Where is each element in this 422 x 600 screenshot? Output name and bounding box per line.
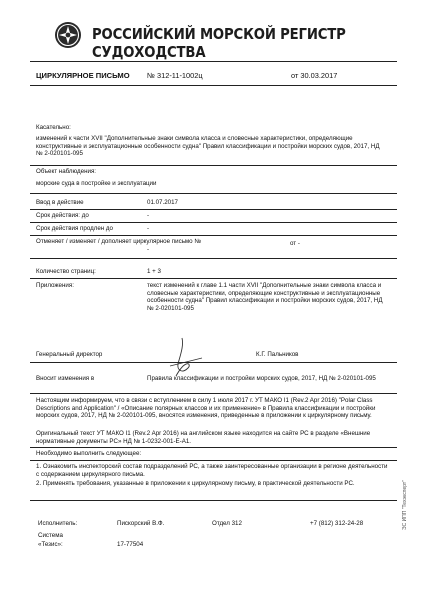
- executor-phone: +7 (812) 312-24-28: [310, 520, 364, 527]
- field-value-amends-date: от -: [290, 240, 300, 247]
- document-number: № 312-11-1002ц: [147, 71, 203, 80]
- field-label-effective: Ввод в действие: [36, 199, 84, 206]
- divider: [30, 362, 397, 363]
- concerning-text: изменений к части XVII "Дополнительные знаки символа класса и словесные характеристики, определяющие конструктивные и эксплуатационные особенности судна" Правил классификации и постройки морских судов, 2017, НД № 2-020101-095: [36, 135, 380, 158]
- body-paragraph-1: Настоящим информируем, что в связи с вступлением в силу 1 июля 2017 г. УТ МАКО I1 (Rev.2 Apr 2016) "Polar Class Descriptions and Application" / «Описание полярных классов и их применение» в Правила классификации и постройки морских судов, 2017, НД № 2-020101-095, вносятся изменения, приведенные в приложении к циркулярному письму.: [36, 397, 376, 420]
- field-value-valid-until: -: [147, 212, 150, 219]
- field-label-pages: Количество страниц:: [36, 268, 96, 275]
- object-label: Объект наблюдения:: [36, 168, 97, 175]
- divider: [30, 165, 397, 166]
- document-date: от 30.03.2017: [291, 71, 338, 80]
- system-label-line2: «Тезис»:: [38, 541, 63, 548]
- divider: [30, 500, 397, 501]
- actions-heading: Необходимо выполнить следующее:: [36, 450, 142, 457]
- field-value-amends: -: [147, 246, 150, 253]
- executor-department: Отдел 312: [212, 520, 242, 527]
- field-label-valid-until: Срок действия: до: [36, 212, 89, 219]
- organization-name: РОССИЙСКИЙ МОРСКОЙ РЕГИСТР СУДОХОДСТВА: [92, 25, 346, 61]
- divider: [30, 460, 397, 461]
- amendments-text: Правила классификации и постройки морских судов, 2017, НД № 2-020101-095: [147, 375, 376, 382]
- object-text: морские суда в постройке и эксплуатации: [36, 180, 157, 187]
- header-bottom-divider: [30, 85, 397, 86]
- executor-label: Исполнитель:: [38, 520, 78, 527]
- action-item-2: 2. Применять требования, указанные в приложении к циркулярному письму, в практической деятельности РС.: [36, 480, 355, 487]
- field-value-effective: 01.07.2017: [147, 199, 178, 206]
- system-number: 17-77504: [117, 541, 144, 548]
- executor-name: Пискорский В.Ф.: [117, 520, 165, 527]
- divider: [30, 393, 397, 394]
- body-paragraph-2: Оригинальный текст УТ МАКО I1 (Rev.2 Apr 2016) на английском языке находится на сайте РС в разделе «Внешние нормативные документы РС» НД № 1-0232-001-E-A1.: [36, 430, 371, 445]
- header-divider: [30, 61, 397, 62]
- divider: [30, 222, 397, 223]
- divider: [30, 235, 397, 236]
- appendix-label: Приложения:: [36, 282, 74, 289]
- rs-logo-emblem: [54, 21, 82, 49]
- signatory-name: К.Г. Пальников: [256, 351, 299, 358]
- signatory-role: Генеральный директор: [36, 351, 103, 358]
- system-label-line1: Система: [38, 532, 63, 539]
- field-label-extended: Срок действия продлен до: [36, 225, 113, 232]
- divider: [30, 209, 397, 210]
- field-value-extended: -: [147, 225, 150, 232]
- divider: [30, 258, 397, 259]
- action-item-1: 1. Ознакомить инспекторский состав подразделений РС, а также заинтересованные организации в регионе деятельности с содержанием циркулярного письма.: [36, 463, 388, 478]
- signature-mark: [168, 336, 208, 378]
- document-type: ЦИРКУЛЯРНОЕ ПИСЬМО: [36, 71, 130, 80]
- field-value-pages: 1 + 3: [147, 268, 161, 275]
- divider: [30, 447, 397, 448]
- field-label-amends: Отменяет / изменяет / дополняет циркулярное письмо №: [36, 238, 201, 245]
- side-stamp: ЭС ИПП "Техэксперт": [402, 479, 408, 530]
- divider: [30, 193, 397, 194]
- appendix-text: текст изменений к главе 1.1 части XVII "Дополнительные знаки символа класса и словесные характеристики, определяющие конструктивные и эксплуатационные особенности судна" Правил классификации и постройки морских судов, 2017, НД № 2-020101-095: [147, 282, 383, 312]
- concerning-label: Касательно:: [36, 124, 71, 131]
- divider: [30, 278, 397, 279]
- amendments-label: Вносит изменения в: [36, 375, 95, 382]
